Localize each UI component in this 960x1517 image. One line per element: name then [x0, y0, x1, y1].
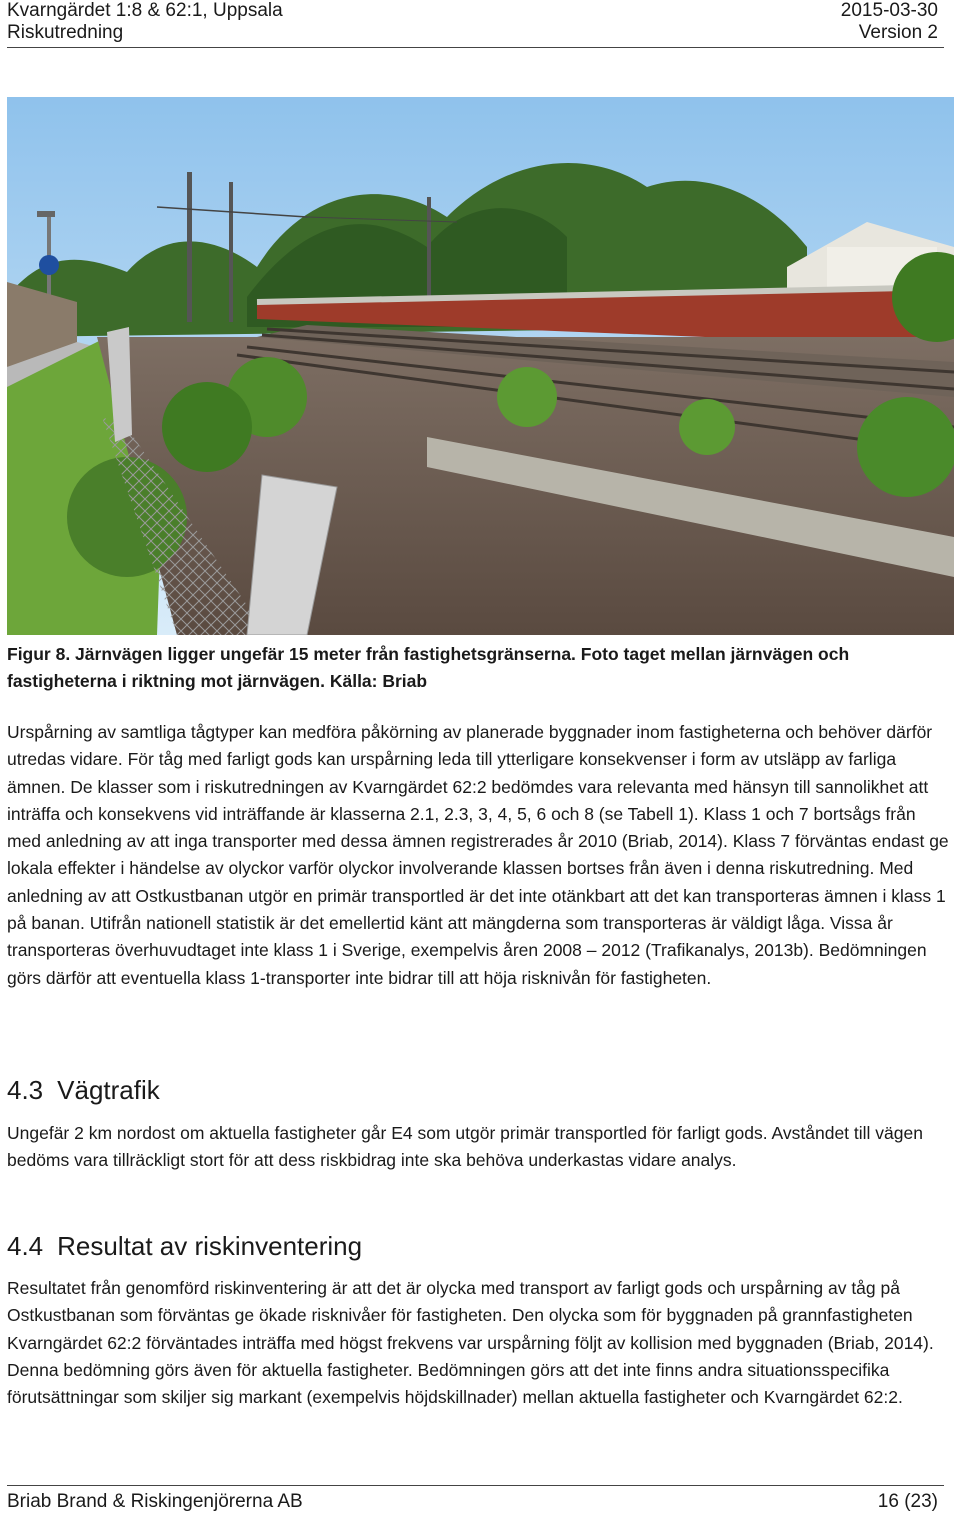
section-title: Vägtrafik: [57, 1075, 160, 1105]
paragraph-road-traffic: Ungefär 2 km nordost om aktuella fastigheter går E4 som utgör primär transportled för farligt gods. Avståndet till vägen bedöms vara tillräckligt stort för att dess riskbidrag inte ska behöva underkastas vidare analys.: [7, 1123, 923, 1171]
railway-photo: [7, 97, 954, 635]
header-date: 2015-03-30: [840, 0, 938, 21]
footer-divider: [7, 1485, 944, 1486]
page-number: 16 (23): [877, 1491, 938, 1512]
figure-caption: Figur 8. Järnvägen ligger ungefär 15 meter från fastighetsgränserna. Foto taget mellan järnvägen och fastigheterna i riktning mot järnvägen. Källa: Briab: [7, 644, 850, 691]
header-divider: [7, 47, 944, 48]
section-number: 4.4: [7, 1231, 44, 1261]
section-title: Resultat av riskinventering: [57, 1231, 363, 1261]
footer-company: Briab Brand & Riskingenjörerna AB: [7, 1491, 303, 1512]
page-header-row-2: [7, 22, 938, 44]
page-header-row-1: [7, 0, 938, 22]
page-footer: [7, 1490, 938, 1514]
header-title: Kvarngärdet 1:8 & 62:1, Uppsala: [7, 0, 283, 21]
section-number: 4.3: [7, 1075, 44, 1105]
header-version: Version 2: [858, 22, 938, 43]
paragraph-risk-inventory-result: Resultatet från genomförd riskinventering är att det är olycka med transport av farligt gods och urspårning av tåg på Ostkustbanan som förväntas ge ökade risknivåer för fastigheten. Den olycka som för byggnaden på grannfastigheten Kvarngärdet 62:2 förväntades inträffa med högst frekvens var urspårning följt av kollision med byggnaden (Briab, 2014). Denna bedömning görs även för aktuella fastigheter. Bedömningen görs att det inte finns andra situationsspecifika förutsättningar som skiljer sig markant (exempelvis höjdskillnader) mellan aktuella fastigheter och Kvarngärdet 62:2.: [7, 1278, 934, 1408]
paragraph-derailment: Urspårning av samtliga tågtyper kan medföra påkörning av planerade byggnader inom fastigheterna och behöver därför utredas vidare. För tåg med farligt gods kan urspårning leda till ytterligare konsekvenser i form av utsläpp av farliga ämnen. De klasser som i riskutredningen av Kvarngärdet 62:2 bedömdes vara relevanta med hänsyn till sannolikhet att inträffa och konsekvens vid inträffande är klasserna 2.1, 2.3, 3, 4, 5, 6 och 8 (se Tabell 1). Klass 1 och 7 bortsågs från med anledning av att inga transporter med dessa ämnen registrerades år 2010 (Briab, 2014). Klass 7 förväntas endast ge lokala effekter i händelse av olyckor varför olyckor involverande klassen bortses från även i denna riskutredning. Med anledning av att Ostkustbanan utgör en primär transportled är det inte otänkbart att det kan transporteras ämnen i klass 1 på banan. Utifrån nationell statistik är det emellertid känt att mängderna som transporteras är väldigt låga. Vissa år transporteras överhuvudtaget inte klass 1 i Sverige, exempelvis åren 2008 – 2012 (Trafikanalys, 2013b). Bedömningen görs därför att eventuella klass 1-transporter inte bidrar till att höja risknivån för fastigheten.: [7, 722, 949, 988]
section-heading-4-4: [7, 1231, 362, 1261]
header-doc-type: Riskutredning: [7, 22, 124, 43]
section-heading-4-3: [7, 1075, 160, 1105]
